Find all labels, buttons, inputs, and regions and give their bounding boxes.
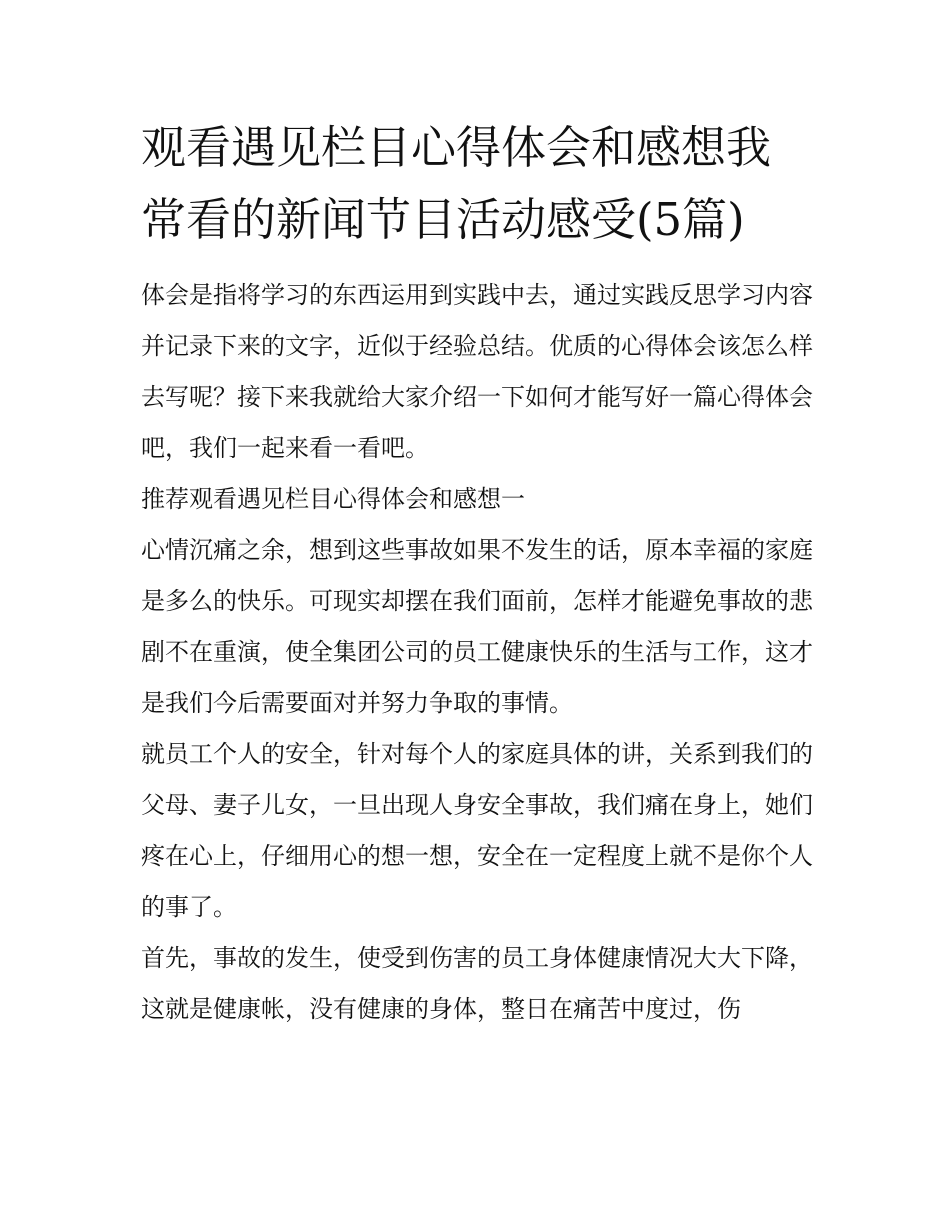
- document-title: 观看遇见栏目心得体会和感想我常看的新闻节目活动感受(5篇): [141, 121, 772, 246]
- paragraph-body: 首先，事故的发生，使受到伤害的员工身体健康情况大大下降，这就是健康帐，没有健康的身体，整日在痛苦中度过，伤: [141, 944, 813, 1023]
- paragraph-body: 就员工个人的安全，针对每个人的家庭具体的讲，关系到我们的父母、妻子儿女，一旦出现人身安全事故，我们痛在身上，她们疼在心上，仔细用心的想一想，安全在一定程度上就不是你个人的事了。: [141, 740, 813, 921]
- section-heading: 推荐观看遇见栏目心得体会和感想一: [141, 485, 525, 513]
- paragraph-intro: 体会是指将学习的东西运用到实践中去，通过实践反思学习内容并记录下来的文字，近似于经验总结。优质的心得体会该怎么样去写呢？接下来我就给大家介绍一下如何才能写好一篇心得体会吧，我们一起来看一看吧。: [141, 281, 813, 462]
- paragraph-body: 心情沉痛之余，想到这些事故如果不发生的话，原本幸福的家庭是多么的快乐。可现实却摆在我们面前，怎样才能避免事故的悲剧不在重演，使全集团公司的员工健康快乐的生活与工作，这才是我们今后需要面对并努力争取的事情。: [141, 536, 813, 717]
- document-content: [141, 112, 813, 1035]
